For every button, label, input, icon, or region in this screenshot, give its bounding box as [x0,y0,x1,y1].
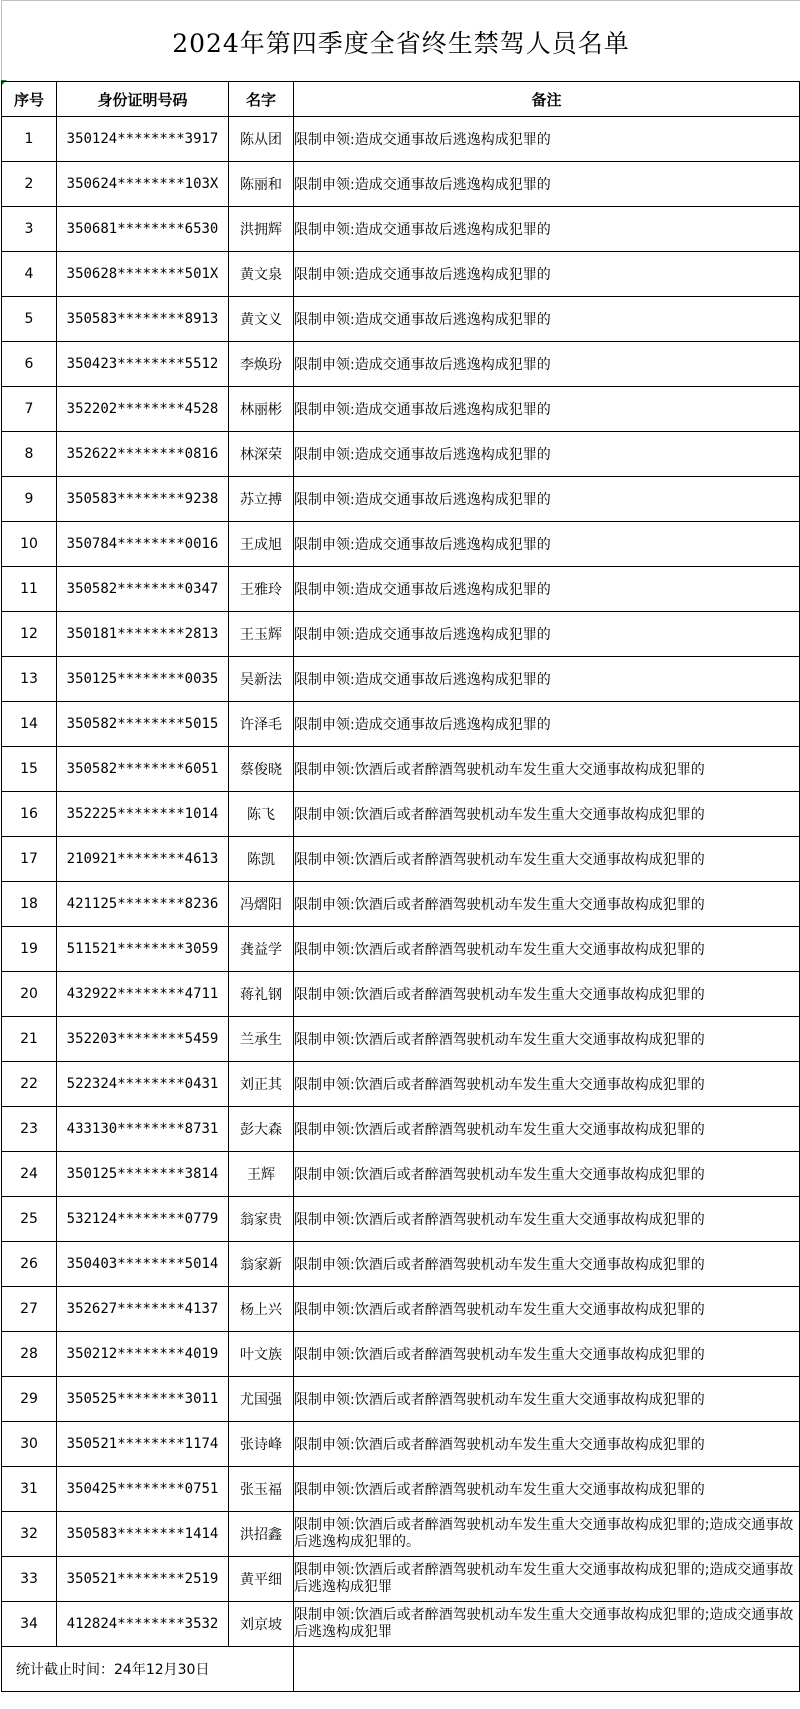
row-name-cell: 龚益学 [229,927,294,972]
row-remarks-cell: 限制申领:造成交通事故后逃逸构成犯罪的 [294,432,800,477]
row-name-cell: 王玉辉 [229,612,294,657]
table-row [2,1602,800,1647]
row-seq-cell: 33 [2,1557,57,1602]
cutoff-date-text: 统计截止时间：24年12月30日 [16,1662,210,1678]
row-name-cell: 王成旭 [229,522,294,567]
row-id-number-cell: 412824********3532 [57,1602,229,1647]
row-remarks-cell: 限制申领:饮酒后或者醉酒驾驶机动车发生重大交通事故构成犯罪的;造成交通事故后逃逸构成犯罪的。 [294,1512,800,1557]
row-name-cell: 林深荣 [229,432,294,477]
row-name-cell: 彭大森 [229,1107,294,1152]
row-remarks-cell: 限制申领:饮酒后或者醉酒驾驶机动车发生重大交通事故构成犯罪的 [294,1422,800,1467]
row-id-number-cell: 352627********4137 [57,1287,229,1332]
row-id-number-cell: 352225********1014 [57,792,229,837]
row-id-number-cell: 532124********0779 [57,1197,229,1242]
table-row [2,1107,800,1152]
row-seq-cell: 27 [2,1287,57,1332]
row-seq-cell: 6 [2,342,57,387]
header-id-number: 身份证明号码 [57,82,229,117]
row-id-number-cell: 350521********1174 [57,1422,229,1467]
row-name-cell: 陈从团 [229,117,294,162]
header-seq: 序号 [2,82,57,117]
table-row [2,522,800,567]
row-name-cell: 尤国强 [229,1377,294,1422]
table-row [2,1062,800,1107]
row-remarks-cell: 限制申领:造成交通事故后逃逸构成犯罪的 [294,567,800,612]
row-seq-cell: 30 [2,1422,57,1467]
table-row [2,1287,800,1332]
row-seq-cell: 1 [2,117,57,162]
table-row [2,792,800,837]
row-name-cell: 林丽彬 [229,387,294,432]
row-name-cell: 冯熠阳 [229,882,294,927]
row-seq-cell: 26 [2,1242,57,1287]
row-seq-cell: 11 [2,567,57,612]
row-seq-cell: 32 [2,1512,57,1557]
row-seq-cell: 22 [2,1062,57,1107]
row-remarks-cell: 限制申领:饮酒后或者醉酒驾驶机动车发生重大交通事故构成犯罪的 [294,792,800,837]
row-id-number-cell: 350582********6051 [57,747,229,792]
row-id-number-cell: 350423********5512 [57,342,229,387]
table-row [2,702,800,747]
table-body [2,117,800,1647]
row-name-cell: 陈丽和 [229,162,294,207]
row-seq-cell: 2 [2,162,57,207]
table-row [2,297,800,342]
row-remarks-cell: 限制申领:饮酒后或者醉酒驾驶机动车发生重大交通事故构成犯罪的 [294,972,800,1017]
row-seq-cell: 29 [2,1377,57,1422]
row-name-cell: 黄平细 [229,1557,294,1602]
table-row [2,612,800,657]
row-name-cell: 洪拥辉 [229,207,294,252]
row-seq-cell: 16 [2,792,57,837]
table-row [2,1242,800,1287]
row-seq-cell: 4 [2,252,57,297]
row-remarks-cell: 限制申领:造成交通事故后逃逸构成犯罪的 [294,477,800,522]
row-id-number-cell: 350124********3917 [57,117,229,162]
row-remarks-cell: 限制申领:饮酒后或者醉酒驾驶机动车发生重大交通事故构成犯罪的 [294,837,800,882]
row-remarks-cell: 限制申领:造成交通事故后逃逸构成犯罪的 [294,702,800,747]
row-seq-cell: 12 [2,612,57,657]
table-row [2,1467,800,1512]
table-row [2,1017,800,1062]
row-remarks-cell: 限制申领:饮酒后或者醉酒驾驶机动车发生重大交通事故构成犯罪的 [294,1062,800,1107]
table-row [2,1197,800,1242]
header-name: 名字 [229,82,294,117]
row-id-number-cell: 352203********5459 [57,1017,229,1062]
row-seq-cell: 13 [2,657,57,702]
row-id-number-cell: 350784********0016 [57,522,229,567]
table-row [2,1152,800,1197]
table-row [2,972,800,1017]
row-remarks-cell: 限制申领:造成交通事故后逃逸构成犯罪的 [294,522,800,567]
table-row [2,1332,800,1377]
row-seq-cell: 23 [2,1107,57,1152]
row-name-cell: 苏立搏 [229,477,294,522]
row-id-number-cell: 350583********1414 [57,1512,229,1557]
table-row [2,747,800,792]
row-remarks-cell: 限制申领:饮酒后或者醉酒驾驶机动车发生重大交通事故构成犯罪的 [294,1152,800,1197]
row-remarks-cell: 限制申领:饮酒后或者醉酒驾驶机动车发生重大交通事故构成犯罪的 [294,1287,800,1332]
row-remarks-cell: 限制申领:饮酒后或者醉酒驾驶机动车发生重大交通事故构成犯罪的 [294,1377,800,1422]
row-name-cell: 陈飞 [229,792,294,837]
row-id-number-cell: 350425********0751 [57,1467,229,1512]
row-remarks-cell: 限制申领:饮酒后或者醉酒驾驶机动车发生重大交通事故构成犯罪的 [294,927,800,972]
footer-row [2,1647,800,1692]
row-remarks-cell: 限制申领:造成交通事故后逃逸构成犯罪的 [294,117,800,162]
table-row [2,477,800,522]
table-row [2,252,800,297]
row-name-cell: 王辉 [229,1152,294,1197]
row-name-cell: 陈凯 [229,837,294,882]
row-seq-cell: 3 [2,207,57,252]
row-id-number-cell: 350181********2813 [57,612,229,657]
row-name-cell: 张玉福 [229,1467,294,1512]
row-seq-cell: 9 [2,477,57,522]
row-remarks-cell: 限制申领:饮酒后或者醉酒驾驶机动车发生重大交通事故构成犯罪的 [294,1197,800,1242]
page-title: 2024年第四季度全省终生禁驾人员名单 [172,28,630,58]
row-id-number-cell: 511521********3059 [57,927,229,972]
row-seq-cell: 34 [2,1602,57,1647]
row-id-number-cell: 352202********4528 [57,387,229,432]
row-id-number-cell: 350583********8913 [57,297,229,342]
row-seq-cell: 31 [2,1467,57,1512]
row-name-cell: 张诗峰 [229,1422,294,1467]
row-remarks-cell: 限制申领:饮酒后或者醉酒驾驶机动车发生重大交通事故构成犯罪的;造成交通事故后逃逸构成犯罪 [294,1557,800,1602]
row-id-number-cell: 350582********5015 [57,702,229,747]
row-name-cell: 兰承生 [229,1017,294,1062]
row-id-number-cell: 350125********0035 [57,657,229,702]
table-row [2,927,800,972]
row-remarks-cell: 限制申领:造成交通事故后逃逸构成犯罪的 [294,342,800,387]
table-row [2,207,800,252]
row-remarks-cell: 限制申领:饮酒后或者醉酒驾驶机动车发生重大交通事故构成犯罪的 [294,1467,800,1512]
row-remarks-cell: 限制申领:饮酒后或者醉酒驾驶机动车发生重大交通事故构成犯罪的 [294,1017,800,1062]
row-name-cell: 叶文族 [229,1332,294,1377]
row-remarks-cell: 限制申领:造成交通事故后逃逸构成犯罪的 [294,252,800,297]
row-id-number-cell: 350212********4019 [57,1332,229,1377]
row-id-number-cell: 350582********0347 [57,567,229,612]
row-seq-cell: 19 [2,927,57,972]
table-row [2,1512,800,1557]
row-remarks-cell: 限制申领:造成交通事故后逃逸构成犯罪的 [294,162,800,207]
row-seq-cell: 18 [2,882,57,927]
row-id-number-cell: 350125********3814 [57,1152,229,1197]
row-name-cell: 杨上兴 [229,1287,294,1332]
table-row [2,342,800,387]
row-name-cell: 刘京坡 [229,1602,294,1647]
row-remarks-cell: 限制申领:饮酒后或者醉酒驾驶机动车发生重大交通事故构成犯罪的 [294,882,800,927]
footer-empty-cell [294,1647,800,1692]
title-cell [1,0,800,82]
row-name-cell: 王雅玲 [229,567,294,612]
row-id-number-cell: 350525********3011 [57,1377,229,1422]
footer-cell [2,1647,294,1692]
row-id-number-cell: 433130********8731 [57,1107,229,1152]
table-row [2,162,800,207]
row-remarks-cell: 限制申领:造成交通事故后逃逸构成犯罪的 [294,297,800,342]
row-seq-cell: 5 [2,297,57,342]
row-seq-cell: 20 [2,972,57,1017]
row-id-number-cell: 352622********0816 [57,432,229,477]
table-header-row [2,82,800,117]
table-row [2,1422,800,1467]
row-id-number-cell: 350624********103X [57,162,229,207]
row-remarks-cell: 限制申领:造成交通事故后逃逸构成犯罪的 [294,207,800,252]
row-name-cell: 洪招鑫 [229,1512,294,1557]
table-row [2,567,800,612]
row-id-number-cell: 432922********4711 [57,972,229,1017]
row-id-number-cell: 350628********501X [57,252,229,297]
row-name-cell: 翁家新 [229,1242,294,1287]
row-remarks-cell: 限制申领:饮酒后或者醉酒驾驶机动车发生重大交通事故构成犯罪的 [294,1107,800,1152]
row-seq-cell: 25 [2,1197,57,1242]
row-seq-cell: 28 [2,1332,57,1377]
row-seq-cell: 7 [2,387,57,432]
row-remarks-cell: 限制申领:造成交通事故后逃逸构成犯罪的 [294,612,800,657]
row-name-cell: 翁家贵 [229,1197,294,1242]
row-remarks-cell: 限制申领:造成交通事故后逃逸构成犯罪的 [294,657,800,702]
header-remarks: 备注 [294,82,800,117]
row-seq-cell: 8 [2,432,57,477]
row-name-cell: 吴新法 [229,657,294,702]
table-row [2,882,800,927]
row-name-cell: 蔡俊晓 [229,747,294,792]
table-row [2,117,800,162]
row-seq-cell: 24 [2,1152,57,1197]
row-seq-cell: 17 [2,837,57,882]
row-name-cell: 许泽毛 [229,702,294,747]
roster-table [1,81,800,1692]
table-row [2,837,800,882]
row-seq-cell: 10 [2,522,57,567]
row-name-cell: 黄文义 [229,297,294,342]
table-row [2,432,800,477]
row-remarks-cell: 限制申领:饮酒后或者醉酒驾驶机动车发生重大交通事故构成犯罪的;造成交通事故后逃逸构成犯罪 [294,1602,800,1647]
row-id-number-cell: 350403********5014 [57,1242,229,1287]
row-name-cell: 黄文泉 [229,252,294,297]
row-id-number-cell: 350583********9238 [57,477,229,522]
row-id-number-cell: 522324********0431 [57,1062,229,1107]
row-id-number-cell: 210921********4613 [57,837,229,882]
row-remarks-cell: 限制申领:饮酒后或者醉酒驾驶机动车发生重大交通事故构成犯罪的 [294,747,800,792]
row-seq-cell: 14 [2,702,57,747]
row-name-cell: 刘正其 [229,1062,294,1107]
row-id-number-cell: 421125********8236 [57,882,229,927]
row-seq-cell: 21 [2,1017,57,1062]
table-row [2,1557,800,1602]
row-remarks-cell: 限制申领:饮酒后或者醉酒驾驶机动车发生重大交通事故构成犯罪的 [294,1332,800,1377]
table-row [2,1377,800,1422]
table-row [2,657,800,702]
row-id-number-cell: 350521********2519 [57,1557,229,1602]
row-remarks-cell: 限制申领:造成交通事故后逃逸构成犯罪的 [294,387,800,432]
row-name-cell: 蒋礼钢 [229,972,294,1017]
row-name-cell: 李焕玢 [229,342,294,387]
table-row [2,387,800,432]
row-id-number-cell: 350681********6530 [57,207,229,252]
row-seq-cell: 15 [2,747,57,792]
row-remarks-cell: 限制申领:饮酒后或者醉酒驾驶机动车发生重大交通事故构成犯罪的 [294,1242,800,1287]
